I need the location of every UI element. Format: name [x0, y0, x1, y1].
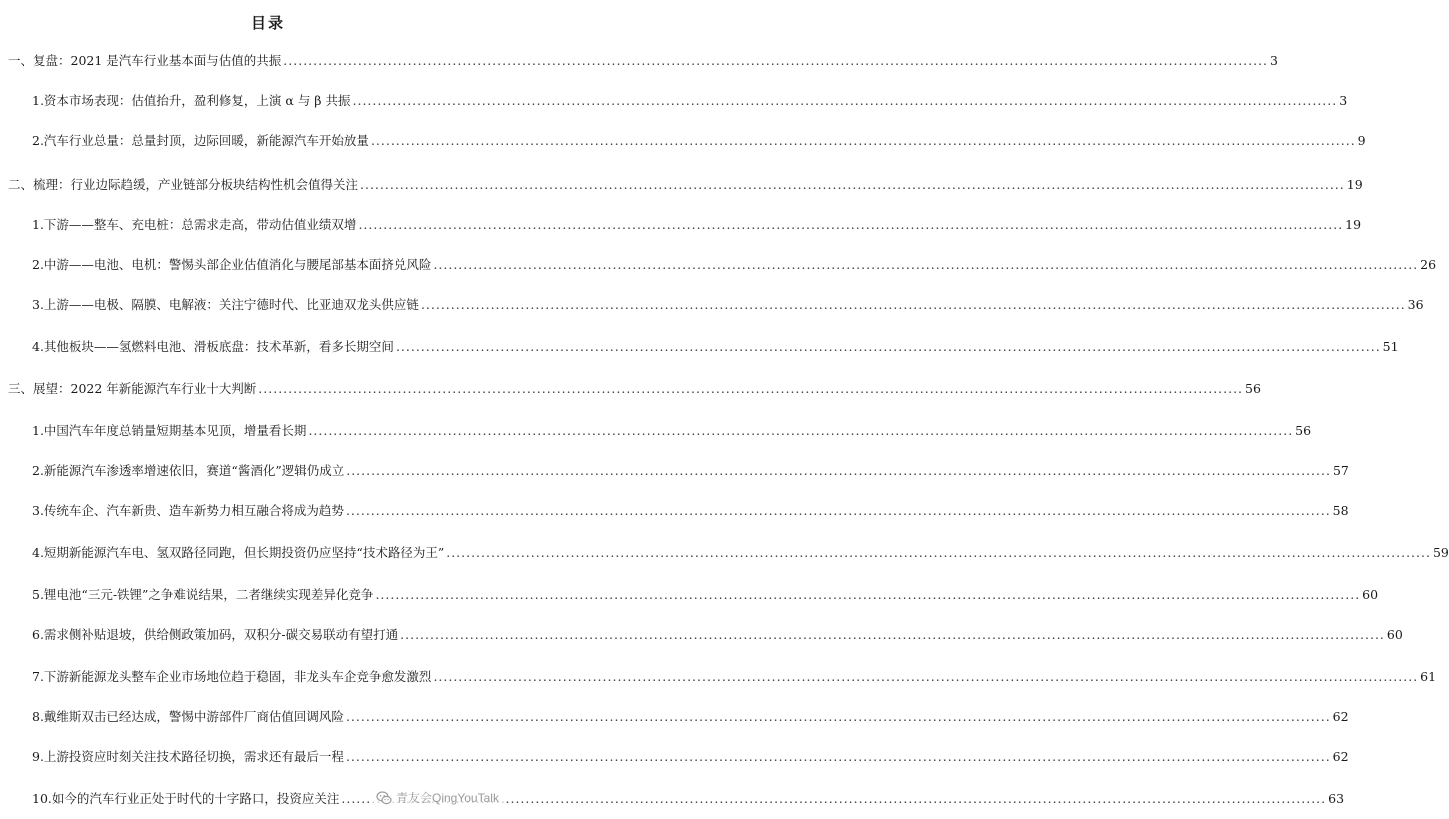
- toc-entry-page: 36: [1407, 297, 1424, 312]
- dot-leader: [308, 422, 1293, 440]
- dot-leader: [400, 626, 1385, 644]
- toc-entry[interactable]: [32, 338, 1399, 356]
- page-title: 目录: [250, 14, 285, 32]
- toc-entry-label: 4.短期新能源汽车电、氢双路径同跑，但长期投资仍应坚持“技术路径为王”: [32, 545, 445, 560]
- toc-entry-label: 1.资本市场表现：估值抬升，盈利修复，上演 α 与 β 共振: [32, 93, 351, 108]
- toc-entry[interactable]: [32, 626, 1403, 644]
- toc-entry-page: 62: [1332, 749, 1349, 764]
- toc-entry[interactable]: [32, 132, 1366, 150]
- toc-entry-page: 19: [1346, 177, 1363, 192]
- toc-entry-page: 57: [1332, 463, 1349, 478]
- toc-entry-page: 26: [1420, 257, 1437, 272]
- toc-entry-page: 60: [1362, 587, 1379, 602]
- dot-leader: [360, 176, 1345, 194]
- toc-entry-label: 2.中游——电池、电机：警惕头部企业估值消化与腰尾部基本面挤兑风险: [32, 257, 432, 272]
- watermark: [372, 788, 503, 807]
- dot-leader: [258, 380, 1243, 398]
- dot-leader: [433, 668, 1418, 686]
- dot-leader: [346, 708, 1331, 726]
- toc-entry[interactable]: [32, 748, 1349, 766]
- dot-leader: [396, 338, 1381, 356]
- toc-entry-page: 3: [1270, 53, 1278, 68]
- toc-entry[interactable]: [32, 256, 1437, 274]
- toc-entry-page: 3: [1339, 93, 1348, 108]
- toc-entry[interactable]: [32, 544, 1449, 562]
- toc-entry-label: 8.戴维斯双击已经达成，警惕中游部件厂商估值回调风险: [32, 709, 344, 724]
- toc-entry-page: 60: [1386, 627, 1403, 642]
- toc-entry[interactable]: [32, 296, 1424, 314]
- toc-entry-label: 2.新能源汽车渗透率增速依旧，赛道“酱酒化”逻辑仍成立: [32, 463, 345, 478]
- dot-leader: [375, 586, 1360, 604]
- toc-entry[interactable]: [32, 708, 1349, 726]
- toc-entry-label: 4.其他板块——氢燃料电池、滑板底盘：技术革新，看多长期空间: [32, 339, 394, 354]
- toc-entry[interactable]: [8, 380, 1261, 398]
- toc-entry[interactable]: [32, 502, 1349, 520]
- toc-entry[interactable]: [32, 422, 1312, 440]
- toc-entry-label: 一、复盘：2021 是汽车行业基本面与估值的共振: [8, 53, 282, 68]
- dot-leader: [283, 52, 1268, 70]
- toc-entry-label: 2.汽车行业总量：总量封顶，边际回暖，新能源汽车开始放量: [32, 133, 369, 148]
- toc-entry-page: 9: [1357, 133, 1366, 148]
- watermark-text: 青友会QingYouTalk: [396, 791, 499, 805]
- toc-entry[interactable]: [8, 176, 1363, 194]
- toc-entry-label: 5.锂电池“三元-铁锂”之争难说结果，二者继续实现差异化竞争: [32, 587, 374, 602]
- toc-entry-label: 9.上游投资应时刻关注技术路径切换，需求还有最后一程: [32, 749, 344, 764]
- toc-entry-page: 62: [1332, 709, 1349, 724]
- toc-entry[interactable]: [32, 92, 1348, 110]
- dot-leader: [446, 544, 1431, 562]
- toc-entry-page: 61: [1420, 669, 1437, 684]
- toc-entry-label: 6.需求侧补贴退坡，供给侧政策加码，双积分-碳交易联动有望打通: [32, 627, 399, 642]
- toc-entry[interactable]: [32, 668, 1437, 686]
- toc-entry[interactable]: [32, 462, 1349, 480]
- dot-leader: [346, 748, 1331, 766]
- toc-entry-page: 56: [1245, 381, 1261, 396]
- dot-leader: [358, 216, 1343, 234]
- toc-entry-page: 59: [1432, 545, 1449, 560]
- toc-entry-page: 56: [1295, 423, 1312, 438]
- toc-entry-page: 63: [1328, 791, 1345, 806]
- toc-entry-label: 三、展望：2022 年新能源汽车行业十大判断: [8, 381, 257, 396]
- dot-leader: [371, 132, 1356, 150]
- toc-entry-label: 1.中国汽车年度总销量短期基本见顶，增量看长期: [32, 423, 307, 438]
- toc-entry-page: 51: [1382, 339, 1399, 354]
- dot-leader: [433, 256, 1418, 274]
- toc-entry-label: 10.如今的汽车行业正处于时代的十字路口，投资应关注: [32, 791, 340, 806]
- toc-entry-page: 58: [1332, 503, 1349, 518]
- dot-leader: [346, 462, 1331, 480]
- toc-entry-label: 3.传统车企、汽车新贵、造车新势力相互融合将成为趋势: [32, 503, 344, 518]
- dot-leader: [346, 502, 1331, 520]
- dot-leader: [421, 296, 1406, 314]
- toc-entry-label: 7.下游新能源龙头整车企业市场地位趋于稳固，非龙头车企竞争愈发激烈: [32, 669, 432, 684]
- toc-entry[interactable]: [8, 52, 1278, 70]
- toc-entry-label: 二、梳理：行业边际趋缓，产业链部分板块结构性机会值得关注: [8, 177, 359, 192]
- toc-entry-label: 1.下游——整车、充电桩：总需求走高，带动估值业绩双增: [32, 217, 357, 232]
- dot-leader: [353, 92, 1338, 110]
- toc-entry-label: 3.上游——电极、隔膜、电解液：关注宁德时代、比亚迪双龙头供应链: [32, 297, 419, 312]
- toc-entry[interactable]: [32, 216, 1362, 234]
- toc-entry-page: 19: [1345, 217, 1362, 232]
- wechat-icon: [376, 790, 392, 806]
- toc-entry[interactable]: [32, 586, 1379, 604]
